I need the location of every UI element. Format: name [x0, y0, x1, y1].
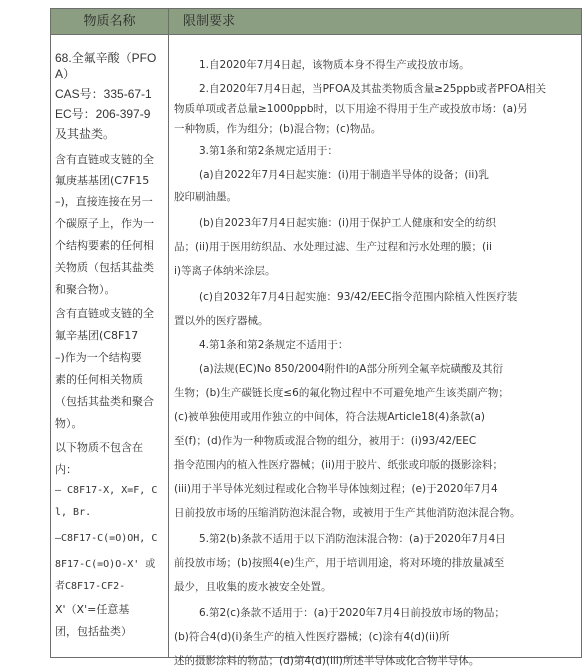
substance-line: CAS号：335-67-1 [55, 87, 152, 101]
requirement-line: 日前投放市场的压缩消防泡沫混合物，或被用于生产其他消防泡沫混合物。 [174, 507, 521, 519]
substance-name-cell [51, 35, 169, 657]
requirement-line: 述的摄影涂料的物品；(d)第4(d)(iii)所述半导体或化合物半导体。 [174, 655, 480, 667]
requirement-line: i)等离子体纳米涂层。 [174, 265, 276, 277]
substance-line: 个结构要素的任何相 [55, 239, 154, 252]
requirement-line: 最少，且收集的废水被安全处置。 [174, 581, 332, 593]
requirement-line: (a)法规(EC)No 850/2004附件I的A部分所列全氟辛烷磺酸及其衍 [199, 363, 503, 375]
substance-line: 者C8F17-CF2- [55, 581, 126, 592]
substance-line: 氟庚基基团(C7F15 [55, 174, 150, 187]
substance-line: 氟辛基团(C8F17 [55, 329, 139, 342]
substance-line: 68.全氟辛酸（PFO [55, 51, 157, 65]
table-header [51, 9, 581, 35]
substance-line: —C8F17-C(=O)OH, C [55, 533, 158, 544]
substance-line: 含有直链或支链的全 [55, 307, 154, 320]
requirement-line: 指令范围内的植入性医疗器械；(ii)用于胶片、纸张或印版的摄影涂料； [174, 459, 504, 471]
restriction-requirements-cell [169, 35, 581, 667]
substance-line: 含有直链或支链的全 [55, 153, 154, 166]
requirement-line: (b)自2023年7月4日起实施：(i)用于保护工人健康和安全的纺织 [199, 217, 497, 229]
substance-line: 团，包括盐类） [55, 625, 132, 638]
requirement-line: 5.第2(b)条款不适用于以下消防泡沫混合物：(a)于2020年7月4日 [199, 533, 506, 545]
substance-line: –)作为一个结构要 [55, 351, 142, 364]
substance-line: A） [55, 67, 76, 81]
substance-line: 及其盐类。 [55, 127, 116, 141]
header-substance-name: 物质名称 [51, 9, 169, 34]
requirement-line: (c)被单独使用或用作独立的中间体，符合法规Article18(4)条款(a) [174, 411, 486, 423]
substance-line: EC号：206-397-9 [55, 107, 151, 121]
requirement-line: 1.自2020年7月4日起，该物质本身不得生产或投放市场。 [199, 59, 470, 71]
requirement-line: 6.第2(c)条款不适用于：(a)于2020年7月4日前投放市场的物品； [199, 607, 505, 619]
requirement-line: 生物；(b)生产碳链长度≤6的氟化物过程中不可避免地产生该类副产物； [174, 387, 509, 399]
header-restriction-requirements: 限制要求 [183, 14, 236, 29]
substance-line: 8F17-C(=O)O-X' 或 [55, 559, 156, 570]
substance-line: 关物质（包括其盐类 [55, 261, 154, 274]
requirement-line: (b)符合4(d)(i)条生产的植入性医疗器械；(c)涂有4(d)(ii)所 [174, 631, 450, 643]
requirement-line: 胶印刷油墨。 [174, 191, 237, 203]
substance-line: l, Br. [55, 507, 92, 518]
requirement-line: 物质单项或者总量≥1000ppb时，以下用途不得用于生产或投放市场：(a)另 [174, 103, 528, 115]
substance-line: X'（X'=任意基 [55, 603, 130, 616]
substance-line: –)，直接连接在另一 [55, 195, 153, 208]
substance-line: 和聚合物）。 [55, 283, 116, 296]
substance-line: 素的任何相关物质 [55, 373, 143, 386]
substance-line: 个碳原子上，作为一 [55, 217, 154, 230]
substance-line: — C8F17-X, X=F, C [55, 485, 158, 496]
requirement-line: 置以外的医疗器械。 [174, 315, 269, 327]
requirement-line: 3.第1条和第2条规定适用于： [199, 145, 338, 157]
requirement-line: 品；(ii)用于医用纺织品、水处理过滤、生产过程和污水处理的膜；(ii [174, 241, 492, 253]
substance-line: 以下物质不包含在 [55, 441, 143, 454]
requirement-line: 2.自2020年7月4日起，当PFOA及其盐类物质含量≥25ppb或者PFOA相关 [199, 83, 547, 95]
requirement-line: 4.第1条和第2条规定不适用于： [199, 339, 349, 351]
requirement-line: (iii)用于半导体光刻过程或化合物半导体蚀刻过程；(e)于2020年7月4 [174, 483, 498, 495]
requirement-line: (a)自2022年7月4日起实施：(i)用于制造半导体的设备；(ii)乳 [199, 169, 489, 181]
substance-line: 物）。 [55, 417, 83, 430]
requirement-line: 至(f)；(d)作为一种物质或混合物的组分，被用于：(i)93/42/EEC [174, 435, 477, 447]
requirement-line: 一种物质，作为组分；(b)混合物；(c)物品。 [174, 123, 382, 135]
restriction-table [50, 8, 582, 667]
requirement-line: 前投放市场；(b)按照4(e)生产，用于培训用途，将对环境的排放量减至 [174, 557, 505, 569]
substance-line: （包括其盐类和聚合 [55, 395, 154, 408]
requirement-line: (c)自2032年7月4日起实施：93/42/EEC指令范围内除植入性医疗装 [199, 291, 518, 303]
substance-line: 内： [55, 463, 77, 476]
